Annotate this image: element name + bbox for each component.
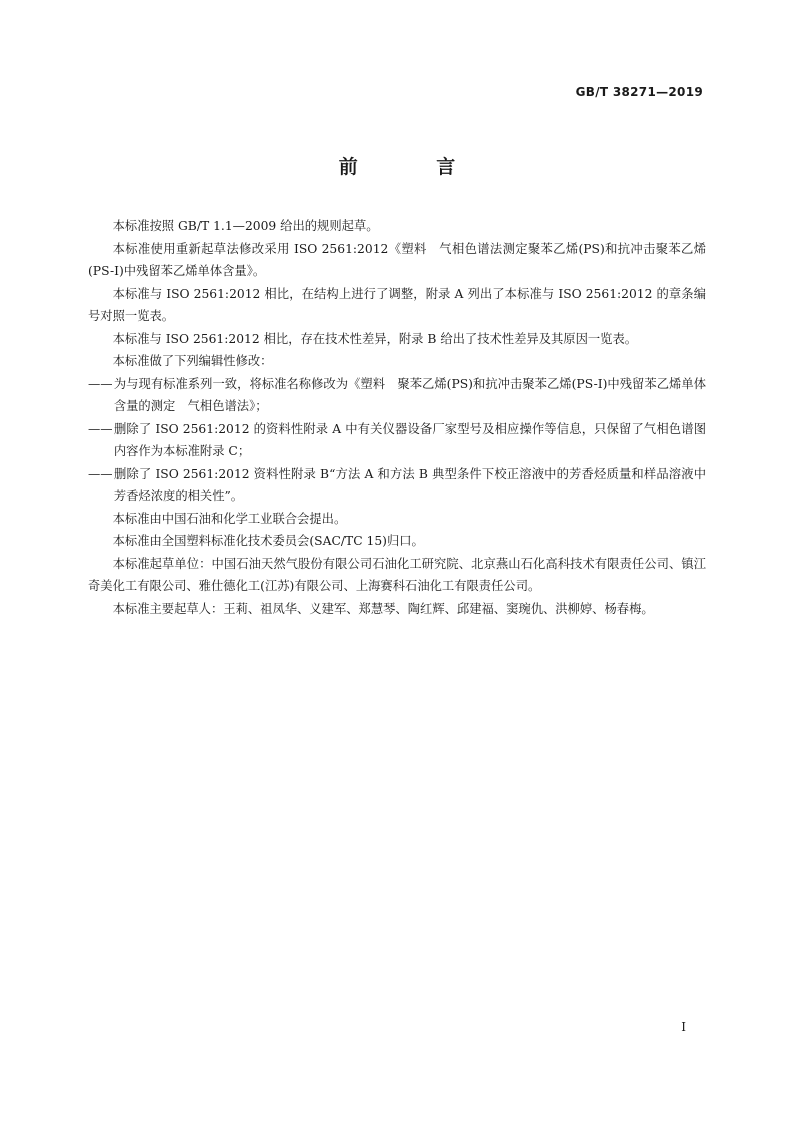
edit-item-text: 删除了 ISO 2561:2012 的资料性附录 A 中有关仪器设备厂家型号及相应操作等信息，只保留了气相色谱图内容作为本标准附录 C； xyxy=(113,421,706,458)
page-number: I xyxy=(681,1020,686,1034)
edit-item xyxy=(88,418,706,463)
page-title: 前 言 xyxy=(338,156,492,178)
dash-mark: —— xyxy=(88,421,113,436)
dash-mark: —— xyxy=(88,376,113,391)
paragraph-editorial-intro: 本标准做了下列编辑性修改： xyxy=(112,354,273,368)
standard-number: GB/T 38271—2019 xyxy=(575,85,703,99)
paragraph-proposer: 本标准由中国石油和化学工业联合会提出。 xyxy=(112,511,347,526)
paragraph-committee: 本标准由全国塑料标准化技术委员会(SAC/TC 15)归口。 xyxy=(112,534,424,548)
paragraph-drafting-rules: 本标准按照 GB/T 1.1—2009 给出的规则起草。 xyxy=(112,219,379,233)
paragraph-technical-differences: 本标准与 ISO 2561:2012 相比，存在技术性差异，附录 B 给出了技术性差异及其原因一览表。 xyxy=(112,331,638,346)
foreword-body xyxy=(88,215,706,620)
paragraph-drafting-units: 本标准起草单位：中国石油天然气股份有限公司石油化工研究院、北京燕山石化高科技术有限责任公司、镇江奇美化工有限公司、雅仕德化工(江苏)有限公司、上海赛科石油化工有限责任公司。 xyxy=(88,556,706,593)
edit-item-text: 为与现有标准系列一致，将标准名称修改为《塑料 聚苯乙烯(PS)和抗冲击聚苯乙烯(PS-I)中残留苯乙烯单体含量的测定 气相色谱法》； xyxy=(113,376,706,413)
paragraph-structure: 本标准与 ISO 2561:2012 相比，在结构上进行了调整，附录 A 列出了本标准与 ISO 2561:2012 的章条编号对照一览表。 xyxy=(88,286,706,323)
dash-mark: —— xyxy=(88,466,113,481)
edit-item-text: 删除了 ISO 2561:2012 资料性附录 B“方法 A 和方法 B 典型条件下校正溶液中的芳香烃质量和样品溶液中芳香烃浓度的相关性”。 xyxy=(113,466,706,503)
edit-item xyxy=(88,463,706,508)
paragraph-adoption: 本标准使用重新起草法修改采用 ISO 2561:2012《塑料 气相色谱法测定聚苯乙烯(PS)和抗冲击聚苯乙烯(PS-I)中残留苯乙烯单体含量》。 xyxy=(88,241,706,278)
paragraph-drafters: 本标准主要起草人：王莉、祖凤华、义建军、郑慧琴、陶红辉、邱建福、窦琬仇、洪柳婷、杨春梅。 xyxy=(112,601,654,616)
edit-item xyxy=(88,373,706,418)
